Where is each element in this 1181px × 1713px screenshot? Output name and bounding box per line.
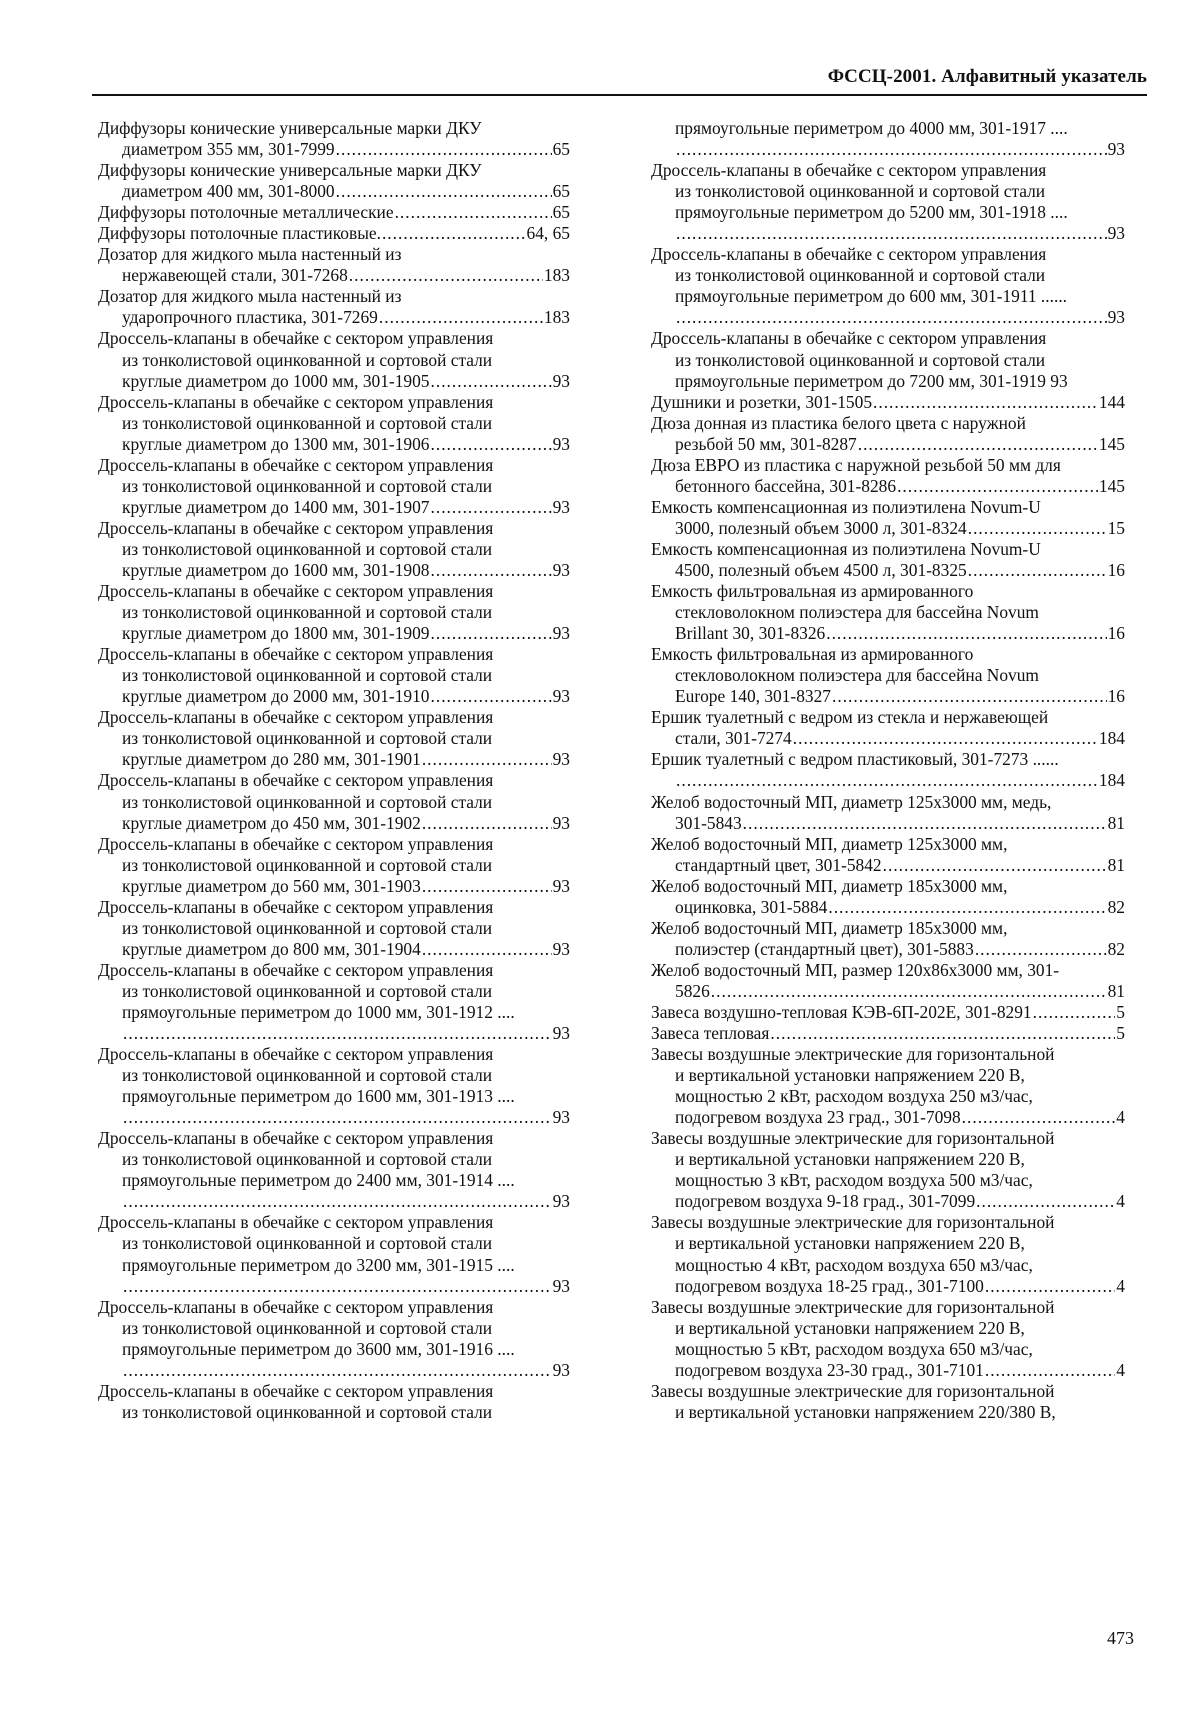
entry-text-line: из тонколистовой оцинкованной и сортовой стали <box>122 602 493 623</box>
entry-last-text: 4500, полезный объем 4500 л, 301-8325 <box>675 559 967 580</box>
entry-page-line <box>98 1191 570 1212</box>
dot-leader <box>431 686 552 707</box>
index-entry <box>651 876 1125 918</box>
index-entry <box>651 1044 1125 1128</box>
entry-page-number: 93 <box>552 1023 570 1044</box>
entry-last-text: диаметром 400 мм, 301-8000 <box>122 181 335 202</box>
entry-text-line: Дроссель-клапаны в обечайке с сектором управления <box>98 1044 494 1065</box>
entry-last-text: полиэстер (стандартный цвет), 301-5883 <box>675 938 974 959</box>
dot-leader <box>711 981 1107 1002</box>
dot-leader <box>123 1107 552 1128</box>
dot-leader <box>962 1107 1116 1128</box>
entry-page-line <box>651 434 1125 455</box>
entry-text-line: Дроссель-клапаны в обечайке с сектором управления <box>651 328 1047 349</box>
index-entry <box>98 160 570 202</box>
index-entry <box>651 1297 1125 1381</box>
entry-text-line: прямоугольные периметром до 7200 мм, 301-1919 93 <box>675 370 1068 391</box>
entry-page-line <box>651 939 1125 960</box>
dot-leader <box>349 265 543 286</box>
entry-text-line: из тонколистовой оцинкованной и сортовой стали <box>122 854 493 875</box>
index-entry <box>98 1212 570 1296</box>
entry-page-number: 93 <box>1107 139 1125 160</box>
dot-leader <box>743 813 1107 834</box>
entry-page-line <box>651 1107 1125 1128</box>
entry-last-text: 5826 <box>675 980 710 1001</box>
dot-leader <box>431 560 552 581</box>
entry-page-line <box>98 202 570 223</box>
index-entry <box>651 1128 1125 1212</box>
entry-page-number: 93 <box>552 1107 570 1128</box>
entry-page-number: 93 <box>552 749 570 770</box>
entry-last-text: подогревом воздуха 23-30 град., 301-7101 <box>675 1359 984 1380</box>
entry-text-line: Завесы воздушные электрические для горизонтальной <box>651 1296 1055 1317</box>
index-entry <box>98 1128 570 1212</box>
entry-last-text: подогревом воздуха 18-25 град., 301-7100 <box>675 1275 984 1296</box>
entry-text-line: Желоб водосточный МП, размер 120x86x3000 мм, 301- <box>651 959 1060 980</box>
dot-leader <box>123 1023 552 1044</box>
entry-text-line: Дюза донная из пластика белого цвета с наружной <box>651 412 1026 433</box>
entry-page-line <box>98 1276 570 1297</box>
entry-page-number: 16 <box>1107 559 1125 580</box>
entry-last-text: Душники и розетки, 301-1505 <box>651 391 873 412</box>
entry-text-line: Дроссель-клапаны в обечайке с сектором управления <box>98 1296 494 1317</box>
dot-leader <box>422 813 552 834</box>
dot-leader <box>897 476 1098 497</box>
entry-text-line: прямоугольные периметром до 5200 мм, 301-1918 .... <box>675 202 1068 223</box>
entry-last-text: Завеса воздушно-тепловая КЭВ-6П-202Е, 301-8291 <box>651 1001 1032 1022</box>
entry-last-text: круглые диаметром до 1400 мм, 301-1907 <box>122 496 430 517</box>
entry-page-line <box>98 497 570 518</box>
index-entry <box>651 581 1125 644</box>
entry-page-line <box>98 749 570 770</box>
index-entry <box>98 328 570 391</box>
dot-leader <box>793 728 1098 749</box>
entry-page-number: 4 <box>1116 1107 1125 1128</box>
index-entry <box>98 1044 570 1128</box>
entry-page-line <box>98 686 570 707</box>
index-entry <box>651 749 1125 791</box>
dot-leader <box>975 939 1107 960</box>
entry-text-line: из тонколистовой оцинкованной и сортовой стали <box>675 181 1046 202</box>
entry-last-text: круглые диаметром до 2000 мм, 301-1910 <box>122 686 430 707</box>
entry-text-line: из тонколистовой оцинкованной и сортовой стали <box>122 791 493 812</box>
entry-page-number: 65 <box>552 202 570 223</box>
index-entry <box>98 392 570 455</box>
entry-page-line <box>98 939 570 960</box>
entry-page-line <box>651 1191 1125 1212</box>
entry-text-line: Дроссель-клапаны в обечайке с сектором управления <box>98 644 494 665</box>
entry-text-line: Дроссель-клапаны в обечайке с сектором управления <box>98 581 494 602</box>
entry-page-number: 93 <box>552 370 570 391</box>
entry-page-line <box>651 1360 1125 1381</box>
dot-leader <box>858 434 1098 455</box>
index-column-right <box>651 118 1125 1423</box>
entry-last-text: 301-5843 <box>675 812 742 833</box>
entry-page-number: 93 <box>552 1275 570 1296</box>
entry-text-line: из тонколистовой оцинкованной и сортовой стали <box>122 1401 493 1422</box>
entry-page-line <box>98 560 570 581</box>
index-entry <box>651 392 1125 413</box>
entry-text-line: Желоб водосточный МП, диаметр 185x3000 мм, <box>651 917 1008 938</box>
entry-page-line <box>651 897 1125 918</box>
entry-last-text: круглые диаметром до 560 мм, 301-1903 <box>122 875 421 896</box>
dot-leader <box>422 939 552 960</box>
dot-leader <box>832 686 1107 707</box>
entry-text-line: стекловолокном полиэстера для бассейна Novum <box>675 602 1039 623</box>
dot-leader <box>431 497 552 518</box>
entry-text-line: из тонколистовой оцинкованной и сортовой стали <box>122 1149 493 1170</box>
index-entry <box>651 644 1125 707</box>
dot-leader <box>968 518 1107 539</box>
entry-page-number: 93 <box>552 938 570 959</box>
entry-page-number: 93 <box>552 1191 570 1212</box>
entry-text-line: Дроссель-клапаны в обечайке с сектором управления <box>98 1128 494 1149</box>
dot-leader <box>676 139 1107 160</box>
entry-page-line <box>651 686 1125 707</box>
dot-leader <box>968 560 1107 581</box>
entry-text-line: прямоугольные периметром до 1600 мм, 301-1913 .... <box>122 1086 515 1107</box>
entry-page-line <box>651 770 1125 791</box>
entry-page-number: 93 <box>552 496 570 517</box>
entry-page-line <box>651 1002 1125 1023</box>
entry-page-number: 145 <box>1098 433 1125 454</box>
entry-text-line: из тонколистовой оцинкованной и сортовой стали <box>122 980 493 1001</box>
entry-last-text: Диффузоры потолочные пластиковые. <box>98 223 381 244</box>
entry-last-text: круглые диаметром до 1300 мм, 301-1906 <box>122 433 430 454</box>
entry-last-text: подогревом воздуха 9-18 град., 301-7099 <box>675 1191 976 1212</box>
entry-page-number: 4 <box>1116 1191 1125 1212</box>
entry-text-line: прямоугольные периметром до 2400 мм, 301-1914 .... <box>122 1170 515 1191</box>
index-entry <box>98 1381 570 1423</box>
dot-leader <box>976 1191 1115 1212</box>
entry-last-text: ударопрочного пластика, 301-7269 <box>122 307 378 328</box>
entry-last-text: стали, 301-7274 <box>675 728 792 749</box>
entry-text-line: Дроссель-клапаны в обечайке с сектором управления <box>98 454 494 475</box>
dot-leader <box>395 202 552 223</box>
entry-text-line: Дюза ЕВРО из пластика с наружной резьбой 50 мм для <box>651 454 1061 475</box>
index-entry <box>651 834 1125 876</box>
dot-leader <box>422 749 552 770</box>
index-entry <box>651 918 1125 960</box>
index-entry <box>651 497 1125 539</box>
entry-text-line: из тонколистовой оцинкованной и сортовой стали <box>122 665 493 686</box>
index-column-left <box>98 118 570 1423</box>
entry-last-text: оцинковка, 301-5884 <box>675 896 828 917</box>
entry-text-line: Завесы воздушные электрические для горизонтальной <box>651 1380 1055 1401</box>
entry-text-line: Завесы воздушные электрические для горизонтальной <box>651 1044 1055 1065</box>
entry-page-number: 93 <box>552 875 570 896</box>
entry-text-line: Дроссель-клапаны в обечайке с сектором управления <box>98 391 494 412</box>
entry-page-line <box>651 623 1125 644</box>
entry-last-text: Завеса тепловая <box>651 1023 770 1044</box>
entry-page-line <box>651 855 1125 876</box>
entry-text-line: Дроссель-клапаны в обечайке с сектором управления <box>98 328 494 349</box>
index-entry <box>98 707 570 770</box>
dot-leader <box>985 1276 1115 1297</box>
entry-text-line: Диффузоры конические универсальные марки ДКУ <box>98 118 482 138</box>
entry-page-number: 4 <box>1116 1359 1125 1380</box>
dot-leader <box>123 1191 552 1212</box>
entry-text-line: мощностью 2 кВт, расходом воздуха 250 м3/час, <box>675 1086 1033 1107</box>
entry-page-line <box>98 1360 570 1381</box>
entry-text-line: из тонколистовой оцинкованной и сортовой стали <box>122 1233 493 1254</box>
entry-page-number: 5 <box>1116 1023 1125 1044</box>
index-entry <box>651 328 1125 391</box>
entry-text-line: Дроссель-клапаны в обечайке с сектором управления <box>98 1212 494 1233</box>
entry-page-line <box>651 560 1125 581</box>
index-entry <box>98 644 570 707</box>
entry-text-line: и вертикальной установки напряжением 220 В, <box>675 1065 1025 1086</box>
entry-page-line <box>98 265 570 286</box>
index-entry <box>651 413 1125 455</box>
entry-page-number: 145 <box>1098 475 1125 496</box>
entry-page-line <box>651 813 1125 834</box>
entry-page-number: 93 <box>1107 223 1125 244</box>
entry-page-number: 65 <box>552 139 570 160</box>
entry-text-line: Завесы воздушные электрические для горизонтальной <box>651 1212 1055 1233</box>
entry-text-line: Диффузоры конические универсальные марки ДКУ <box>98 160 482 181</box>
entry-last-text: круглые диаметром до 450 мм, 301-1902 <box>122 812 421 833</box>
index-entry <box>98 834 570 897</box>
index-entry <box>98 455 570 518</box>
dot-leader <box>382 223 526 244</box>
dot-leader <box>676 307 1107 328</box>
dot-leader <box>431 434 552 455</box>
entry-last-text: круглые диаметром до 1600 мм, 301-1908 <box>122 559 430 580</box>
entry-last-text: Europe 140, 301-8327 <box>675 686 832 707</box>
entry-page-number: 93 <box>552 686 570 707</box>
entry-page-line <box>98 623 570 644</box>
entry-text-line: мощностью 4 кВт, расходом воздуха 650 м3/час, <box>675 1254 1033 1275</box>
index-entry <box>651 244 1125 328</box>
entry-text-line: Дроссель-клапаны в обечайке с сектором управления <box>651 160 1047 181</box>
entry-text-line: Дроссель-клапаны в обечайке с сектором управления <box>98 833 494 854</box>
entry-text-line: Дроссель-клапаны в обечайке с сектором управления <box>98 959 494 980</box>
dot-leader <box>826 623 1106 644</box>
index-entry <box>98 897 570 960</box>
index-entry <box>651 539 1125 581</box>
header-title: ФССЦ-2001. Алфавитный указатель <box>827 66 1147 87</box>
index-entry <box>651 1212 1125 1296</box>
dot-leader <box>431 623 552 644</box>
entry-last-text: диаметром 355 мм, 301-7999 <box>122 139 335 160</box>
entry-last-text: стандартный цвет, 301-5842 <box>675 854 882 875</box>
entry-page-line <box>651 981 1125 1002</box>
entry-last-text: круглые диаметром до 1800 мм, 301-1909 <box>122 623 430 644</box>
entry-text-line: мощностью 5 кВт, расходом воздуха 650 м3/час, <box>675 1338 1033 1359</box>
entry-page-number: 15 <box>1107 517 1125 538</box>
dot-leader <box>123 1360 552 1381</box>
entry-last-text: резьбой 50 мм, 301-8287 <box>675 433 857 454</box>
dot-leader <box>883 855 1107 876</box>
entry-last-text: Brillant 30, 301-8326 <box>675 623 826 644</box>
entry-page-number: 144 <box>1098 391 1125 412</box>
entry-text-line: и вертикальной установки напряжением 220 В, <box>675 1317 1025 1338</box>
entry-page-number: 82 <box>1107 938 1125 959</box>
entry-text-line: прямоугольные периметром до 3200 мм, 301-1915 .... <box>122 1254 515 1275</box>
dot-leader <box>985 1360 1115 1381</box>
entry-page-number: 184 <box>1098 728 1125 749</box>
entry-text-line: Дроссель-клапаны в обечайке с сектором управления <box>98 1380 494 1401</box>
entry-page-number: 82 <box>1107 896 1125 917</box>
dot-leader <box>431 371 552 392</box>
entry-page-number: 65 <box>552 181 570 202</box>
entry-page-line <box>98 434 570 455</box>
index-entry <box>651 960 1125 1002</box>
index-entry <box>651 118 1125 160</box>
entry-text-line: из тонколистовой оцинкованной и сортовой стали <box>675 265 1046 286</box>
entry-page-number: 5 <box>1116 1001 1125 1022</box>
entry-last-text: 3000, полезный объем 3000 л, 301-8324 <box>675 517 967 538</box>
entry-page-number: 81 <box>1107 812 1125 833</box>
entry-page-number: 93 <box>1107 307 1125 328</box>
dot-leader <box>123 1276 552 1297</box>
entry-last-text: бетонного бассейна, 301-8286 <box>675 475 897 496</box>
entry-page-line <box>98 139 570 160</box>
entry-text-line: Дроссель-клапаны в обечайке с сектором управления <box>98 517 494 538</box>
entry-text-line: Дроссель-клапаны в обечайке с сектором управления <box>98 707 494 728</box>
entry-page-line <box>98 307 570 328</box>
entry-text-line: стекловолокном полиэстера для бассейна Novum <box>675 665 1039 686</box>
index-entry <box>651 707 1125 749</box>
entry-text-line: из тонколистовой оцинкованной и сортовой стали <box>122 1065 493 1086</box>
entry-text-line: прямоугольные периметром до 3600 мм, 301-1916 .... <box>122 1338 515 1359</box>
entry-page-line <box>98 1107 570 1128</box>
entry-page-line <box>98 1023 570 1044</box>
entry-page-number: 16 <box>1107 686 1125 707</box>
entry-text-line: Емкость компенсационная из полиэтилена Novum-U <box>651 496 1041 517</box>
dot-leader <box>676 223 1107 244</box>
entry-page-number: 93 <box>552 1359 570 1380</box>
entry-text-line: прямоугольные периметром до 4000 мм, 301-1917 .... <box>675 118 1068 138</box>
entry-page-line <box>98 223 570 244</box>
index-entry <box>651 792 1125 834</box>
entry-page-number: 183 <box>543 265 570 286</box>
entry-text-line: из тонколистовой оцинкованной и сортовой стали <box>122 349 493 370</box>
entry-text-line: Желоб водосточный МП, диаметр 125x3000 мм, медь, <box>651 791 1052 812</box>
index-entry <box>98 770 570 833</box>
page-number: 473 <box>1107 1628 1134 1648</box>
index-entry <box>651 160 1125 244</box>
dot-leader <box>1033 1002 1116 1023</box>
entry-text-line: Желоб водосточный МП, диаметр 125x3000 мм, <box>651 833 1008 854</box>
entry-text-line: из тонколистовой оцинкованной и сортовой стали <box>122 1317 493 1338</box>
entry-text-line: и вертикальной установки напряжением 220 В, <box>675 1149 1025 1170</box>
entry-text-line: мощностью 3 кВт, расходом воздуха 500 м3/час, <box>675 1170 1033 1191</box>
entry-page-number: 184 <box>1098 770 1125 791</box>
entry-text-line: Дроссель-клапаны в обечайке с сектором управления <box>98 770 494 791</box>
entry-text-line: из тонколистовой оцинкованной и сортовой стали <box>122 917 493 938</box>
entry-last-text: круглые диаметром до 800 мм, 301-1904 <box>122 938 421 959</box>
entry-page-line <box>98 371 570 392</box>
entry-last-text: нержавеющей стали, 301-7268 <box>122 265 348 286</box>
index-entry <box>651 1023 1125 1044</box>
entry-text-line: Ершик туалетный с ведром пластиковый, 301-7273 ...... <box>651 749 1059 770</box>
dot-leader <box>828 897 1106 918</box>
dot-leader <box>676 770 1098 791</box>
index-entry <box>651 1381 1125 1423</box>
entry-text-line: из тонколистовой оцинкованной и сортовой стали <box>122 412 493 433</box>
entry-page-number: 64, 65 <box>526 223 570 244</box>
index-entry <box>98 518 570 581</box>
entry-text-line: прямоугольные периметром до 1000 мм, 301-1912 .... <box>122 1001 515 1022</box>
entry-page-line <box>651 392 1125 413</box>
entry-page-number: 93 <box>552 559 570 580</box>
entry-text-line: и вертикальной установки напряжением 220 В, <box>675 1233 1025 1254</box>
index-entry <box>98 581 570 644</box>
entry-last-text: подогревом воздуха 23 град., 301-7098 <box>675 1107 961 1128</box>
entry-text-line: Емкость компенсационная из полиэтилена Novum-U <box>651 538 1041 559</box>
entry-page-number: 93 <box>552 812 570 833</box>
dot-leader <box>873 392 1098 413</box>
entry-text-line: Ершик туалетный с ведром из стекла и нержавеющей <box>651 707 1049 728</box>
entry-page-number: 16 <box>1107 623 1125 644</box>
entry-last-text: круглые диаметром до 280 мм, 301-1901 <box>122 749 421 770</box>
index-entry <box>98 202 570 223</box>
entry-page-number: 81 <box>1107 980 1125 1001</box>
entry-text-line: Дроссель-клапаны в обечайке с сектором управления <box>651 244 1047 265</box>
dot-leader <box>336 139 552 160</box>
index-entry <box>98 118 570 160</box>
entry-text-line: Емкость фильтровальная из армированного <box>651 581 974 602</box>
entry-text-line: из тонколистовой оцинкованной и сортовой стали <box>675 349 1046 370</box>
entry-page-number: 4 <box>1116 1275 1125 1296</box>
entry-text-line: и вертикальной установки напряжением 220/380 В, <box>675 1401 1056 1422</box>
entry-text-line: Дозатор для жидкого мыла настенный из <box>98 286 402 307</box>
entry-page-number: 183 <box>543 307 570 328</box>
entry-page-line <box>98 181 570 202</box>
entry-page-line <box>651 223 1125 244</box>
index-entry <box>98 223 570 244</box>
dot-leader <box>770 1023 1115 1044</box>
index-entry <box>651 1002 1125 1023</box>
entry-page-number: 93 <box>552 433 570 454</box>
entry-page-line <box>651 139 1125 160</box>
entry-page-number: 81 <box>1107 854 1125 875</box>
index-entry <box>98 244 570 286</box>
entry-text-line: Дроссель-клапаны в обечайке с сектором управления <box>98 896 494 917</box>
index-entry <box>98 1297 570 1381</box>
entry-text-line: Емкость фильтровальная из армированного <box>651 644 974 665</box>
entry-page-line <box>651 1276 1125 1297</box>
entry-text-line: Желоб водосточный МП, диаметр 185x3000 мм, <box>651 875 1008 896</box>
entry-page-line <box>98 813 570 834</box>
index-entry <box>98 960 570 1044</box>
entry-page-line <box>651 728 1125 749</box>
entry-page-line <box>651 1023 1125 1044</box>
dot-leader <box>422 876 552 897</box>
index-entry <box>98 286 570 328</box>
index-entry <box>651 455 1125 497</box>
entry-last-text: Диффузоры потолочные металлические <box>98 202 394 223</box>
entry-text-line: прямоугольные периметром до 600 мм, 301-1911 ...... <box>675 286 1068 307</box>
entry-text-line: из тонколистовой оцинкованной и сортовой стали <box>122 728 493 749</box>
entry-page-line <box>651 518 1125 539</box>
entry-page-line <box>651 307 1125 328</box>
dot-leader <box>379 307 543 328</box>
entry-text-line: Дозатор для жидкого мыла настенный из <box>98 244 402 265</box>
entry-last-text: круглые диаметром до 1000 мм, 301-1905 <box>122 370 430 391</box>
entry-text-line: Завесы воздушные электрические для горизонтальной <box>651 1128 1055 1149</box>
entry-text-line: из тонколистовой оцинкованной и сортовой стали <box>122 538 493 559</box>
page-header <box>92 66 1147 96</box>
dot-leader <box>336 181 552 202</box>
entry-text-line: из тонколистовой оцинкованной и сортовой стали <box>122 475 493 496</box>
entry-page-number: 93 <box>552 623 570 644</box>
entry-page-line <box>98 876 570 897</box>
entry-page-line <box>651 476 1125 497</box>
